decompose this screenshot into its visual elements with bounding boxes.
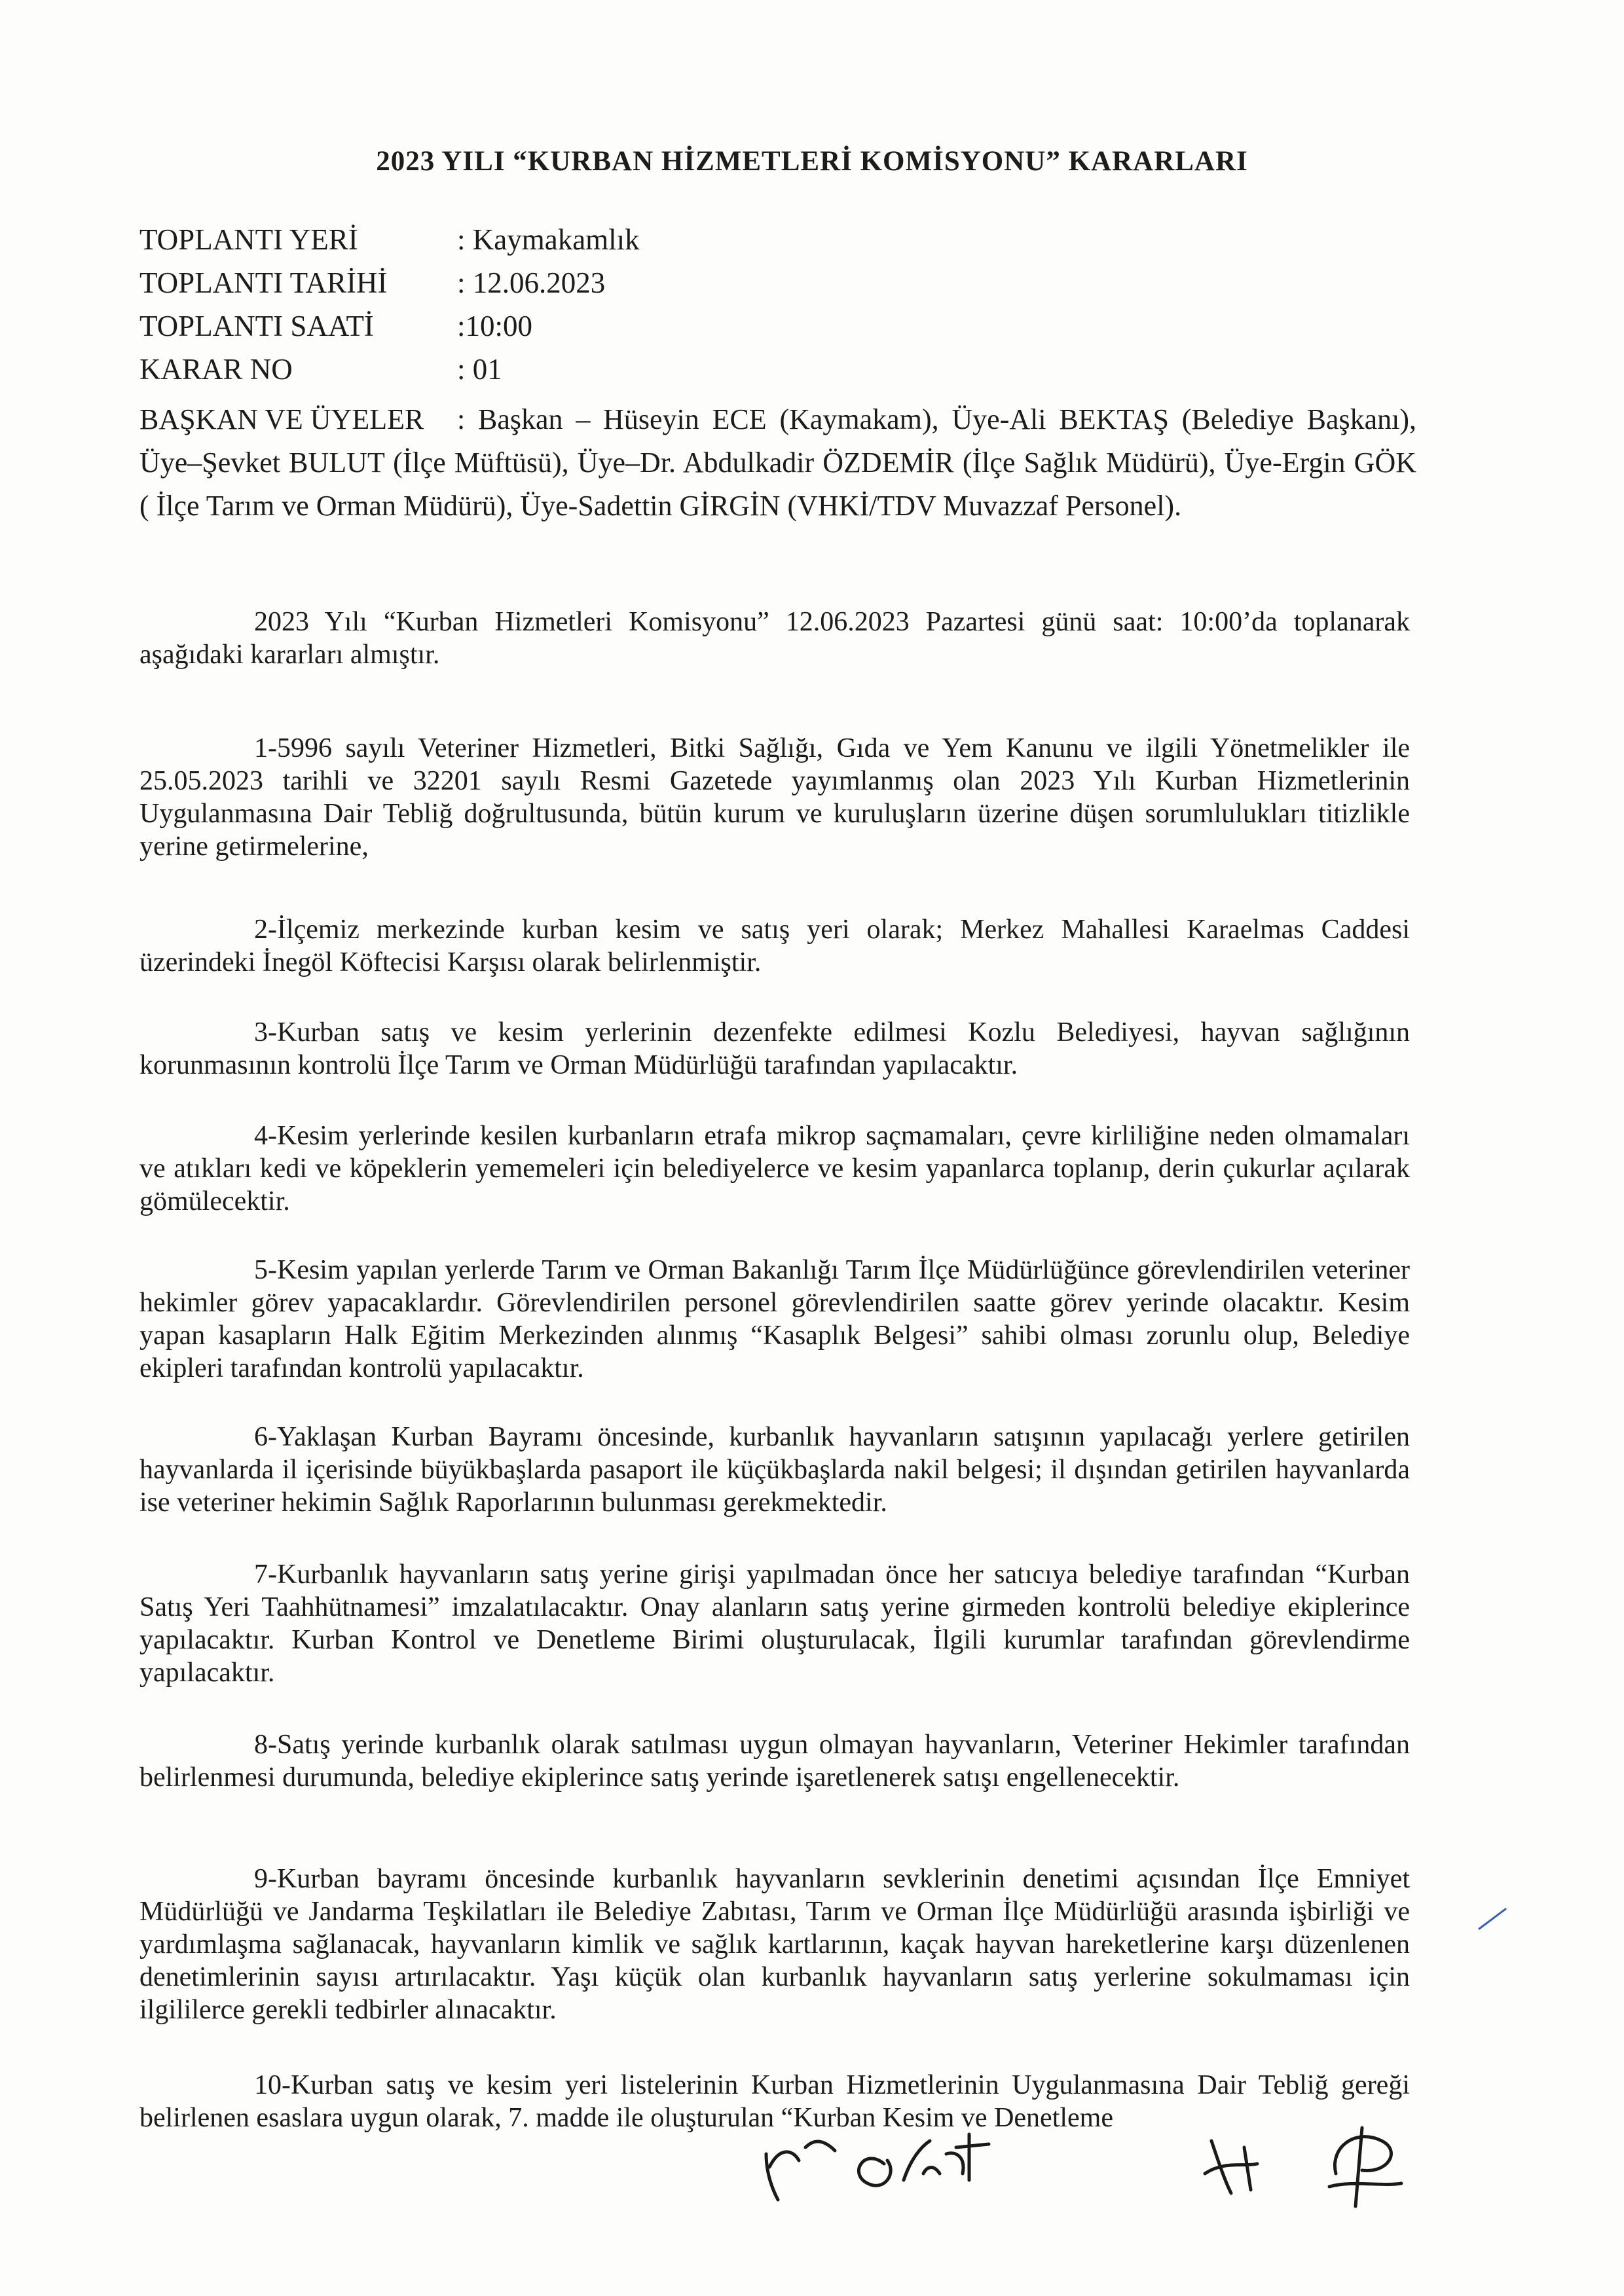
decision-item-10: 10-Kurban satış ve kesim yeri listelerinin Kurban Hizmetlerinin Uygulanmasına Dair Tebliğ gereği belirlenen esaslara uygun olarak, 7. madde ile oluşturulan “Kurban Kesim ve Denetleme <box>139 2070 1410 2133</box>
decision-item-5: 5-Kesim yapılan yerlerde Tarım ve Orman Bakanlığı Tarım İlçe Müdürlüğünce görevlendirilen veteriner hekimler görev yapacaklardır. Görevlendirilen personel görevlendirilen saatte görev yerinde olacaktır. Kesim yapan kasapların Halk Eğitim Merkezinden alınmış “Kasaplık Belgesi” sahibi olması zorunlu olup, Belediye ekipleri tarafından kontrolü yapılacaktır. <box>139 1255 1410 1383</box>
decision-number-row <box>139 352 502 386</box>
decision-number-label: KARAR NO <box>139 353 293 386</box>
signature-2 <box>858 2134 989 2185</box>
decision-item-3: 3-Kurban satış ve kesim yerlerinin dezenfekte edilmesi Kozlu Belediyesi, hayvan sağlığının korunmasının kontrolü İlçe Tarım ve Orman Müdürlüğü tarafından yapılacaktır. <box>139 1017 1410 1080</box>
members-block <box>139 398 1416 528</box>
decision-item-8: 8-Satış yerinde kurbanlık olarak satılması uygun olmayan hayvanların, Veteriner Hekimler tarafından belirlenmesi durumunda, belediye ekiplerince satış yerinde işaretlenerek satışı engellenecektir. <box>139 1730 1410 1793</box>
signature-1 <box>766 2141 835 2200</box>
meeting-time-label: TOPLANTI SAATİ <box>139 310 374 342</box>
decision-item-1: 1-5996 sayılı Veteriner Hizmetleri, Bitki Sağlığı, Gıda ve Yem Kanunu ve ilgili Yönetmelikler ile 25.05.2023 tarihli ve 32201 sayılı Resmi Gazetede yayımlanmış olan 2023 Yılı Kurban Hizmetlerinin Uygulanmasına Dair Tebliğ doğrultusunda, bütün kurum ve kuruluşların üzerine düşen sorumlulukları titizlikle yerine getirmelerine, <box>139 733 1410 862</box>
decision-item-6: 6-Yaklaşan Kurban Bayramı öncesinde, kurbanlık hayvanların satışının yapılacağı yerlere getirilen hayvanlarda il içerisinde büyükbaşlarda pasaport ile küçükbaşlarda nakil belgesi; il dışından getirilen hayvanlarda ise veteriner hekimin Sağlık Raporlarının bulunması gerekmektedir. <box>139 1422 1410 1518</box>
meeting-date-row <box>139 266 605 300</box>
signatures-area <box>707 2102 1428 2213</box>
members-value: : Başkan – Hüseyin ECE (Kaymakam), Üye-Ali BEKTAŞ (Belediye Başkanı), Üye–Şevket BULUT (İlçe Müftüsü), Üye–Dr. Abdulkadir ÖZDEMİR (İlçe Sağlık Müdürü), Üye-Ergin GÖK ( İlçe Tarım ve Orman Müdürü), Üye-Sadettin GİRGİN (VHKİ/TDV Muvazzaf Personel). <box>139 403 1416 522</box>
document-title: 2023 YILI “KURBAN HİZMETLERİ KOMİSYONU” KARARLARI <box>376 146 1248 177</box>
pen-mark <box>1477 1905 1509 1931</box>
signature-3 <box>1205 2141 1257 2193</box>
decision-item-9: 9-Kurban bayramı öncesinde kurbanlık hayvanların sevklerinin denetimi açısından İlçe Emniyet Müdürlüğü ve Jandarma Teşkilatları ile Belediye Zabıtası, Tarım ve Orman İlçe Müdürlüğü arasında işbirliği ve yardımlaşma sağlanacak, hayvanların kimlik ve sağlık kartlarının, kaçak hayvan hareketlerine karşı düzenlenen denetimlerinin sayısı artırılacaktır. Yaşı küçük olan kurbanlık hayvanların satış yerlerine sokulmaması için ilgililerce gerekli tedbirler alınacaktır. <box>139 1864 1410 2025</box>
meeting-time-row <box>139 309 532 343</box>
meeting-place-row <box>139 223 640 257</box>
members-label: BAŞKAN VE ÜYELER <box>139 403 424 435</box>
meeting-date-value: : 12.06.2023 <box>457 266 606 299</box>
signature-4 <box>1329 2128 1401 2206</box>
intro-paragraph: 2023 Yılı “Kurban Hizmetleri Komisyonu” 12.06.2023 Pazartesi günü saat: 10:00’da toplanarak aşağıdaki kararları almıştır. <box>139 607 1410 670</box>
decision-item-4: 4-Kesim yerlerinde kesilen kurbanların etrafa mikrop saçmamaları, çevre kirliliğine neden olmamaları ve atıkları kedi ve köpeklerin yememeleri için belediyelerce ve kesim yapanlarca toplanıp, derin çukurlar açılarak gömülecektir. <box>139 1121 1410 1216</box>
meeting-place-label: TOPLANTI YERİ <box>139 223 358 256</box>
meeting-place-value: : Kaymakamlık <box>457 223 640 256</box>
meeting-date-label: TOPLANTI TARİHİ <box>139 266 388 299</box>
decision-number-value: : 01 <box>457 353 502 386</box>
decision-item-7: 7-Kurbanlık hayvanların satış yerine girişi yapılmadan önce her satıcıya belediye tarafından “Kurban Satış Yeri Taahhütnamesi” imzalatılacaktır. Onay alanların satış yerine girmeden kontrolü belediye ekiplerince yapılacaktır. Kurban Kontrol ve Denetleme Birimi oluşturulacak, İlgili kurumlar tarafından görevlendirme yapılacaktır. <box>139 1559 1410 1688</box>
meeting-time-value: :10:00 <box>457 310 533 342</box>
decision-item-2: 2-İlçemiz merkezinde kurban kesim ve satış yeri olarak; Merkez Mahallesi Karaelmas Caddesi üzerindeki İnegöl Köftecisi Karşısı olarak belirlenmiştir. <box>139 915 1410 977</box>
